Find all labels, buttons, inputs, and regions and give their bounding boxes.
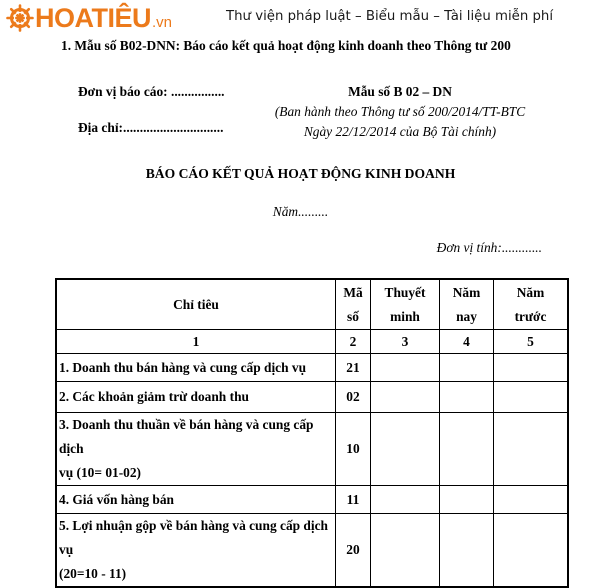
row-code: 21 [336, 354, 371, 382]
row-current-cell[interactable] [440, 354, 494, 382]
row-current-cell[interactable] [440, 413, 494, 486]
column-number-row [56, 330, 568, 354]
income-statement-table [55, 278, 569, 588]
row-note-cell[interactable] [371, 486, 440, 514]
row-note-cell[interactable] [371, 354, 440, 382]
column-number: 5 [494, 330, 569, 354]
row-note-cell[interactable] [371, 382, 440, 413]
site-tagline: Thư viện pháp luật – Biểu mẫu – Tài liệu miễn phí [226, 9, 554, 24]
header-note: Thuyết minh [371, 279, 440, 330]
column-number: 1 [56, 330, 336, 354]
site-logo[interactable] [6, 3, 172, 33]
table-row [56, 413, 568, 486]
row-code: 20 [336, 514, 371, 588]
row-previous-cell[interactable] [494, 354, 569, 382]
currency-unit: Đơn vị tính:............ [436, 240, 542, 255]
reporting-unit-label: Đơn vị báo cáo: ................ [78, 84, 225, 99]
header-code: Mã số [336, 279, 371, 330]
row-previous-cell[interactable] [494, 486, 569, 514]
row-previous-cell[interactable] [494, 382, 569, 413]
table-header-row [56, 279, 568, 330]
logo-domain: .vn [152, 13, 173, 31]
form-issued-line2: Ngày 22/12/2014 của Bộ Tài chính) [303, 124, 497, 139]
table-row [56, 382, 568, 413]
header-current-year: Năm nay [440, 279, 494, 330]
table-row [56, 486, 568, 514]
row-current-cell[interactable] [440, 382, 494, 413]
row-current-cell[interactable] [440, 486, 494, 514]
report-title: BÁO CÁO KẾT QUẢ HOẠT ĐỘNG KINH DOANH [145, 166, 456, 181]
table-row [56, 514, 568, 588]
row-item: 2. Các khoản giảm trừ doanh thu [56, 382, 336, 413]
row-item: 5. Lợi nhuận gộp về bán hàng và cung cấp dịch vụ (20=10 - 11) [56, 514, 336, 588]
row-current-cell[interactable] [440, 514, 494, 588]
address-label: Địa chỉ:.............................. [78, 120, 224, 135]
header-item: Chỉ tiêu [56, 279, 336, 330]
row-previous-cell[interactable] [494, 514, 569, 588]
report-year: Năm......... [272, 204, 329, 219]
row-code: 02 [336, 382, 371, 413]
row-item: 1. Doanh thu bán hàng và cung cấp dịch vụ [56, 354, 336, 382]
site-banner [0, 0, 593, 36]
column-number: 2 [336, 330, 371, 354]
form-info [250, 83, 550, 141]
row-item: 4. Giá vốn hàng bán [56, 486, 336, 514]
row-code: 10 [336, 413, 371, 486]
table-row [56, 354, 568, 382]
row-code: 11 [336, 486, 371, 514]
header-previous-year: Năm trước [494, 279, 569, 330]
document-heading: 1. Mẫu số B02-DNN: Báo cáo kết quả hoạt động kinh doanh theo Thông tư 200 [61, 38, 511, 53]
row-item: 3. Doanh thu thuần về bán hàng và cung cấp dịch vụ (10= 01-02) [56, 413, 336, 486]
form-code: Mẫu số B 02 – DN [348, 84, 452, 99]
row-note-cell[interactable] [371, 413, 440, 486]
logo-text: HOATIÊU [35, 3, 151, 33]
row-note-cell[interactable] [371, 514, 440, 588]
form-issued-line1: (Ban hành theo Thông tư số 200/2014/TT-BTC [274, 104, 526, 119]
ship-wheel-icon [6, 4, 34, 32]
column-number: 4 [440, 330, 494, 354]
row-previous-cell[interactable] [494, 413, 569, 486]
column-number: 3 [371, 330, 440, 354]
